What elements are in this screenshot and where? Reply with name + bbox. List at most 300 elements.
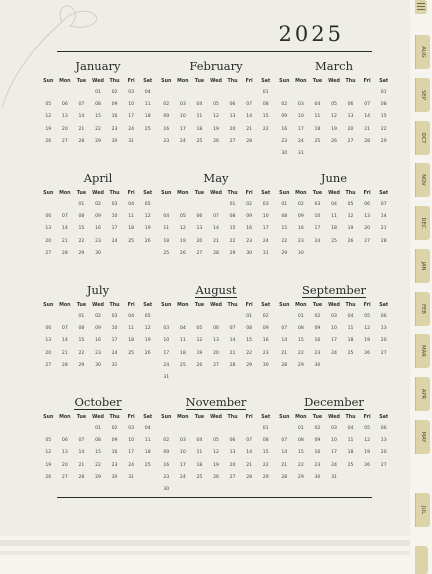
day-cell[interactable]: 25	[144, 462, 151, 468]
day-cell[interactable]: 31	[331, 474, 337, 480]
day-cell[interactable]: 22	[297, 350, 304, 356]
day-cell[interactable]: 13	[380, 438, 387, 444]
day-cell[interactable]: 18	[347, 338, 354, 344]
day-cell[interactable]: 26	[213, 474, 219, 480]
day-cell[interactable]: 25	[144, 126, 151, 132]
day-cell[interactable]: 27	[229, 474, 236, 480]
day-cell[interactable]: 25	[196, 138, 203, 144]
day-cell[interactable]: 07	[281, 326, 288, 332]
day-cell[interactable]: 02	[262, 314, 269, 319]
day-cell[interactable]: 30	[262, 362, 269, 368]
day-cell[interactable]: 29	[297, 474, 304, 480]
day-cell[interactable]: 15	[262, 114, 269, 120]
day-cell[interactable]: 19	[213, 462, 219, 468]
day-cell[interactable]: 26	[364, 350, 371, 356]
day-cell[interactable]: 03	[128, 426, 135, 431]
day-cell[interactable]: 01	[95, 426, 101, 431]
day-cell[interactable]: 31	[128, 138, 135, 144]
day-cell[interactable]: 17	[111, 338, 118, 344]
day-cell[interactable]: 09	[314, 326, 321, 332]
day-cell[interactable]: 17	[262, 226, 269, 232]
day-cell[interactable]: 20	[61, 462, 68, 468]
day-cell[interactable]: 17	[128, 450, 135, 456]
day-cell[interactable]: 23	[163, 138, 170, 144]
day-cell[interactable]: 02	[163, 102, 170, 108]
day-cell[interactable]: 13	[347, 114, 354, 120]
day-cell[interactable]: 09	[314, 438, 321, 444]
tab-feb[interactable]	[415, 292, 430, 326]
day-cell[interactable]: 31	[163, 374, 170, 380]
day-cell[interactable]: 18	[179, 350, 186, 356]
day-cell[interactable]: 11	[128, 214, 135, 220]
day-cell[interactable]: 22	[262, 462, 269, 468]
day-cell[interactable]: 08	[95, 438, 101, 444]
day-cell[interactable]: 11	[347, 326, 354, 332]
day-cell[interactable]: 29	[78, 250, 85, 256]
day-cell[interactable]: 05	[45, 102, 52, 108]
day-cell[interactable]: 11	[128, 326, 135, 332]
day-cell[interactable]: 14	[78, 114, 85, 120]
day-cell[interactable]: 11	[314, 114, 321, 120]
day-cell[interactable]: 26	[213, 138, 219, 144]
day-cell[interactable]: 21	[380, 226, 387, 232]
day-cell[interactable]: 23	[111, 462, 118, 468]
day-cell[interactable]: 02	[314, 314, 321, 319]
day-cell[interactable]: 25	[314, 138, 321, 144]
day-cell[interactable]: 10	[331, 438, 337, 444]
day-cell[interactable]: 03	[111, 314, 118, 319]
month-june[interactable]	[276, 168, 392, 280]
day-cell[interactable]: 22	[380, 126, 387, 132]
day-cell[interactable]: 27	[61, 138, 68, 144]
day-cell[interactable]: 05	[364, 426, 371, 431]
day-cell[interactable]: 06	[347, 102, 354, 108]
day-cell[interactable]: 17	[331, 450, 337, 456]
day-cell[interactable]: 24	[179, 138, 186, 144]
day-cell[interactable]: 01	[95, 90, 101, 95]
day-cell[interactable]: 22	[78, 350, 85, 356]
day-cell[interactable]: 24	[179, 474, 186, 480]
day-cell[interactable]: 24	[128, 462, 135, 468]
day-cell[interactable]: 15	[78, 226, 85, 232]
day-cell[interactable]: 28	[229, 362, 236, 368]
day-cell[interactable]: 14	[61, 338, 68, 344]
day-cell[interactable]: 28	[364, 138, 371, 144]
tab-oct[interactable]	[415, 121, 430, 155]
day-cell[interactable]: 24	[111, 238, 118, 244]
day-cell[interactable]: 03	[314, 202, 321, 207]
day-cell[interactable]: 12	[144, 326, 151, 332]
day-cell[interactable]: 09	[281, 114, 288, 120]
day-cell[interactable]: 29	[229, 250, 236, 256]
day-cell[interactable]: 22	[262, 126, 269, 132]
day-cell[interactable]: 30	[111, 138, 118, 144]
day-cell[interactable]: 08	[281, 214, 288, 220]
day-cell[interactable]: 26	[45, 474, 52, 480]
day-cell[interactable]: 28	[78, 474, 85, 480]
day-cell[interactable]: 25	[331, 238, 337, 244]
day-cell[interactable]: 10	[111, 214, 118, 220]
day-cell[interactable]: 05	[144, 202, 151, 207]
day-cell[interactable]: 14	[78, 450, 85, 456]
day-cell[interactable]: 18	[196, 126, 203, 132]
day-cell[interactable]: 12	[45, 114, 52, 120]
day-cell[interactable]: 23	[262, 350, 269, 356]
day-cell[interactable]: 27	[347, 138, 354, 144]
day-cell[interactable]: 02	[95, 314, 101, 319]
day-cell[interactable]: 29	[297, 362, 304, 368]
day-cell[interactable]: 03	[297, 102, 304, 108]
day-cell[interactable]: 05	[179, 214, 186, 220]
tab-nov[interactable]	[415, 163, 430, 197]
day-cell[interactable]: 04	[347, 314, 354, 319]
day-cell[interactable]: 18	[144, 114, 151, 120]
tab-aug[interactable]	[415, 35, 430, 69]
day-cell[interactable]: 02	[163, 438, 170, 444]
day-cell[interactable]: 06	[229, 438, 236, 444]
day-cell[interactable]: 13	[45, 338, 52, 344]
day-cell[interactable]: 28	[380, 238, 387, 244]
day-cell[interactable]: 19	[45, 462, 52, 468]
day-cell[interactable]: 28	[246, 138, 253, 144]
day-cell[interactable]: 05	[45, 438, 52, 444]
day-cell[interactable]: 18	[128, 226, 135, 232]
day-cell[interactable]: 26	[144, 238, 151, 244]
day-cell[interactable]: 15	[262, 450, 269, 456]
day-cell[interactable]: 03	[179, 438, 186, 444]
day-cell[interactable]: 28	[281, 474, 288, 480]
day-cell[interactable]: 23	[314, 462, 321, 468]
day-cell[interactable]: 05	[364, 314, 371, 319]
day-cell[interactable]: 13	[61, 114, 68, 120]
day-cell[interactable]: 31	[128, 474, 135, 480]
day-cell[interactable]: 26	[144, 350, 151, 356]
month-july[interactable]	[40, 280, 156, 392]
day-cell[interactable]: 06	[196, 214, 203, 220]
day-cell[interactable]: 19	[347, 226, 354, 232]
day-cell[interactable]: 23	[281, 138, 288, 144]
day-cell[interactable]: 07	[78, 102, 85, 108]
day-cell[interactable]: 07	[61, 326, 68, 332]
day-cell[interactable]: 22	[78, 238, 85, 244]
day-cell[interactable]: 17	[111, 226, 118, 232]
day-cell[interactable]: 29	[380, 138, 387, 144]
tab-dec[interactable]	[415, 206, 430, 240]
day-cell[interactable]: 01	[262, 426, 269, 431]
day-cell[interactable]: 05	[213, 102, 219, 108]
day-cell[interactable]: 06	[380, 314, 387, 319]
day-cell[interactable]: 25	[347, 350, 354, 356]
day-cell[interactable]: 01	[380, 90, 387, 95]
day-cell[interactable]: 17	[179, 126, 186, 132]
day-cell[interactable]: 20	[380, 450, 387, 456]
month-may[interactable]	[158, 168, 274, 280]
day-cell[interactable]: 04	[163, 214, 170, 220]
day-cell[interactable]: 25	[347, 462, 354, 468]
day-cell[interactable]: 09	[163, 114, 170, 120]
day-cell[interactable]: 06	[213, 326, 219, 332]
day-cell[interactable]: 12	[347, 214, 354, 220]
day-cell[interactable]: 23	[95, 350, 101, 356]
day-cell[interactable]: 12	[213, 450, 219, 456]
day-cell[interactable]: 11	[144, 102, 151, 108]
day-cell[interactable]: 04	[331, 202, 337, 207]
day-cell[interactable]: 08	[78, 214, 85, 220]
day-cell[interactable]: 20	[380, 338, 387, 344]
day-cell[interactable]: 05	[144, 314, 151, 319]
day-cell[interactable]: 04	[196, 102, 203, 108]
day-cell[interactable]: 20	[196, 238, 203, 244]
day-cell[interactable]: 19	[364, 450, 371, 456]
day-cell[interactable]: 08	[262, 102, 269, 108]
day-cell[interactable]: 05	[196, 326, 203, 332]
day-cell[interactable]: 09	[246, 214, 253, 220]
day-cell[interactable]: 03	[262, 202, 269, 207]
day-cell[interactable]: 16	[163, 462, 170, 468]
day-cell[interactable]: 21	[246, 462, 253, 468]
day-cell[interactable]: 01	[78, 314, 85, 319]
day-cell[interactable]: 12	[144, 214, 151, 220]
day-cell[interactable]: 15	[78, 338, 85, 344]
day-cell[interactable]: 10	[179, 450, 186, 456]
day-cell[interactable]: 02	[111, 90, 118, 95]
day-cell[interactable]: 03	[163, 326, 170, 332]
day-cell[interactable]: 12	[179, 226, 186, 232]
day-cell[interactable]: 13	[364, 214, 371, 220]
day-cell[interactable]: 25	[179, 362, 186, 368]
day-cell[interactable]: 15	[229, 226, 236, 232]
day-cell[interactable]: 30	[163, 486, 170, 492]
day-cell[interactable]: 16	[314, 338, 321, 344]
day-cell[interactable]: 24	[262, 238, 269, 244]
day-cell[interactable]: 18	[347, 450, 354, 456]
day-cell[interactable]: 01	[78, 202, 85, 207]
day-cell[interactable]: 22	[95, 462, 101, 468]
day-cell[interactable]: 04	[128, 314, 135, 319]
day-cell[interactable]: 09	[111, 102, 118, 108]
day-cell[interactable]: 13	[61, 450, 68, 456]
day-cell[interactable]: 02	[246, 202, 253, 207]
day-cell[interactable]: 22	[229, 238, 236, 244]
day-cell[interactable]: 13	[45, 226, 52, 232]
day-cell[interactable]: 21	[213, 238, 219, 244]
day-cell[interactable]: 09	[163, 450, 170, 456]
day-cell[interactable]: 13	[229, 114, 236, 120]
day-cell[interactable]: 07	[213, 214, 219, 220]
day-cell[interactable]: 06	[61, 438, 68, 444]
day-cell[interactable]: 23	[95, 238, 101, 244]
day-cell[interactable]: 15	[297, 450, 304, 456]
day-cell[interactable]: 18	[196, 462, 203, 468]
day-cell[interactable]: 01	[229, 202, 236, 207]
day-cell[interactable]: 27	[61, 474, 68, 480]
day-cell[interactable]: 16	[314, 450, 321, 456]
day-cell[interactable]: 02	[297, 202, 304, 207]
day-cell[interactable]: 23	[111, 126, 118, 132]
day-cell[interactable]: 12	[331, 114, 337, 120]
month-march[interactable]	[276, 56, 392, 168]
day-cell[interactable]: 11	[196, 450, 203, 456]
day-cell[interactable]: 20	[61, 126, 68, 132]
day-cell[interactable]: 02	[314, 426, 321, 431]
day-cell[interactable]: 19	[364, 338, 371, 344]
day-cell[interactable]: 30	[246, 250, 253, 256]
day-cell[interactable]: 21	[364, 126, 371, 132]
day-cell[interactable]: 27	[364, 238, 371, 244]
day-cell[interactable]: 21	[246, 126, 253, 132]
day-cell[interactable]: 19	[213, 126, 219, 132]
day-cell[interactable]: 15	[380, 114, 387, 120]
day-cell[interactable]: 19	[179, 238, 186, 244]
day-cell[interactable]: 28	[213, 250, 219, 256]
day-cell[interactable]: 26	[364, 462, 371, 468]
month-august[interactable]	[158, 280, 274, 392]
day-cell[interactable]: 23	[246, 238, 253, 244]
day-cell[interactable]: 22	[95, 126, 101, 132]
day-cell[interactable]: 09	[95, 326, 101, 332]
day-cell[interactable]: 25	[196, 474, 203, 480]
day-cell[interactable]: 16	[111, 450, 118, 456]
day-cell[interactable]: 06	[229, 102, 236, 108]
day-cell[interactable]: 22	[281, 238, 288, 244]
day-cell[interactable]: 25	[128, 350, 135, 356]
month-december[interactable]	[276, 392, 392, 504]
tab-jul[interactable]	[415, 493, 430, 527]
day-cell[interactable]: 19	[331, 126, 337, 132]
day-cell[interactable]: 24	[111, 350, 118, 356]
day-cell[interactable]: 18	[314, 126, 321, 132]
day-cell[interactable]: 15	[95, 450, 101, 456]
day-cell[interactable]: 25	[163, 250, 170, 256]
day-cell[interactable]: 21	[281, 350, 288, 356]
day-cell[interactable]: 28	[78, 138, 85, 144]
day-cell[interactable]: 09	[262, 326, 269, 332]
day-cell[interactable]: 27	[45, 362, 52, 368]
day-cell[interactable]: 19	[144, 226, 151, 232]
day-cell[interactable]: 18	[331, 226, 337, 232]
day-cell[interactable]: 04	[179, 326, 186, 332]
day-cell[interactable]: 04	[347, 426, 354, 431]
day-cell[interactable]: 10	[128, 102, 135, 108]
day-cell[interactable]: 07	[380, 202, 387, 207]
day-cell[interactable]: 24	[314, 238, 321, 244]
day-cell[interactable]: 16	[95, 226, 101, 232]
day-cell[interactable]: 21	[61, 350, 68, 356]
day-cell[interactable]: 14	[281, 338, 288, 344]
day-cell[interactable]: 04	[128, 202, 135, 207]
day-cell[interactable]: 09	[297, 214, 304, 220]
day-cell[interactable]: 18	[128, 338, 135, 344]
day-cell[interactable]: 25	[128, 238, 135, 244]
day-cell[interactable]: 04	[196, 438, 203, 444]
day-cell[interactable]: 07	[61, 214, 68, 220]
day-cell[interactable]: 24	[163, 362, 170, 368]
day-cell[interactable]: 29	[78, 362, 85, 368]
month-january[interactable]	[40, 56, 156, 168]
day-cell[interactable]: 03	[128, 90, 135, 95]
day-cell[interactable]: 04	[144, 90, 151, 95]
day-cell[interactable]: 23	[163, 474, 170, 480]
day-cell[interactable]: 26	[347, 238, 354, 244]
day-cell[interactable]: 10	[179, 114, 186, 120]
day-cell[interactable]: 14	[213, 226, 219, 232]
day-cell[interactable]: 16	[297, 226, 304, 232]
day-cell[interactable]: 13	[213, 338, 219, 344]
day-cell[interactable]: 14	[281, 450, 288, 456]
day-cell[interactable]: 11	[347, 438, 354, 444]
day-cell[interactable]: 26	[196, 362, 203, 368]
day-cell[interactable]: 15	[246, 338, 253, 344]
day-cell[interactable]: 20	[364, 226, 371, 232]
day-cell[interactable]: 17	[179, 462, 186, 468]
day-cell[interactable]: 30	[111, 474, 118, 480]
day-cell[interactable]: 06	[45, 214, 52, 220]
day-cell[interactable]: 01	[297, 314, 304, 319]
day-cell[interactable]: 17	[297, 126, 304, 132]
day-cell[interactable]: 20	[213, 350, 219, 356]
month-november[interactable]	[158, 392, 274, 504]
day-cell[interactable]: 01	[246, 314, 253, 319]
day-cell[interactable]: 10	[331, 326, 337, 332]
day-cell[interactable]: 05	[347, 202, 354, 207]
day-cell[interactable]: 03	[111, 202, 118, 207]
day-cell[interactable]: 12	[196, 338, 203, 344]
day-cell[interactable]: 10	[262, 214, 269, 220]
day-cell[interactable]: 13	[229, 450, 236, 456]
day-cell[interactable]: 08	[297, 438, 304, 444]
day-cell[interactable]: 11	[196, 114, 203, 120]
day-cell[interactable]: 29	[281, 250, 288, 256]
day-cell[interactable]: 30	[314, 474, 321, 480]
day-cell[interactable]: 28	[61, 362, 68, 368]
day-cell[interactable]: 31	[262, 250, 269, 256]
day-cell[interactable]: 08	[95, 102, 101, 108]
day-cell[interactable]: 01	[297, 426, 304, 431]
day-cell[interactable]: 10	[111, 326, 118, 332]
month-february[interactable]	[158, 56, 274, 168]
day-cell[interactable]: 19	[196, 350, 203, 356]
month-september[interactable]	[276, 280, 392, 392]
day-cell[interactable]: 15	[281, 226, 288, 232]
day-cell[interactable]: 21	[281, 462, 288, 468]
day-cell[interactable]: 26	[331, 138, 337, 144]
day-cell[interactable]: 18	[163, 238, 170, 244]
menu-icon[interactable]	[417, 3, 425, 12]
day-cell[interactable]: 28	[281, 362, 288, 368]
day-cell[interactable]: 22	[246, 350, 253, 356]
day-cell[interactable]: 10	[297, 114, 304, 120]
day-cell[interactable]: 26	[179, 250, 186, 256]
day-cell[interactable]: 06	[380, 426, 387, 431]
bottom-tab[interactable]	[415, 546, 428, 574]
day-cell[interactable]: 31	[297, 150, 304, 156]
day-cell[interactable]: 15	[297, 338, 304, 344]
day-cell[interactable]: 29	[95, 138, 101, 144]
day-cell[interactable]: 11	[331, 214, 337, 220]
day-cell[interactable]: 06	[45, 326, 52, 332]
day-cell[interactable]: 14	[61, 226, 68, 232]
day-cell[interactable]: 21	[78, 462, 85, 468]
day-cell[interactable]: 23	[314, 350, 321, 356]
day-cell[interactable]: 28	[61, 250, 68, 256]
day-cell[interactable]: 02	[111, 426, 118, 431]
day-cell[interactable]: 08	[297, 326, 304, 332]
day-cell[interactable]: 16	[246, 226, 253, 232]
day-cell[interactable]: 07	[78, 438, 85, 444]
day-cell[interactable]: 05	[213, 438, 219, 444]
day-cell[interactable]: 03	[331, 426, 337, 431]
day-cell[interactable]: 13	[196, 226, 203, 232]
